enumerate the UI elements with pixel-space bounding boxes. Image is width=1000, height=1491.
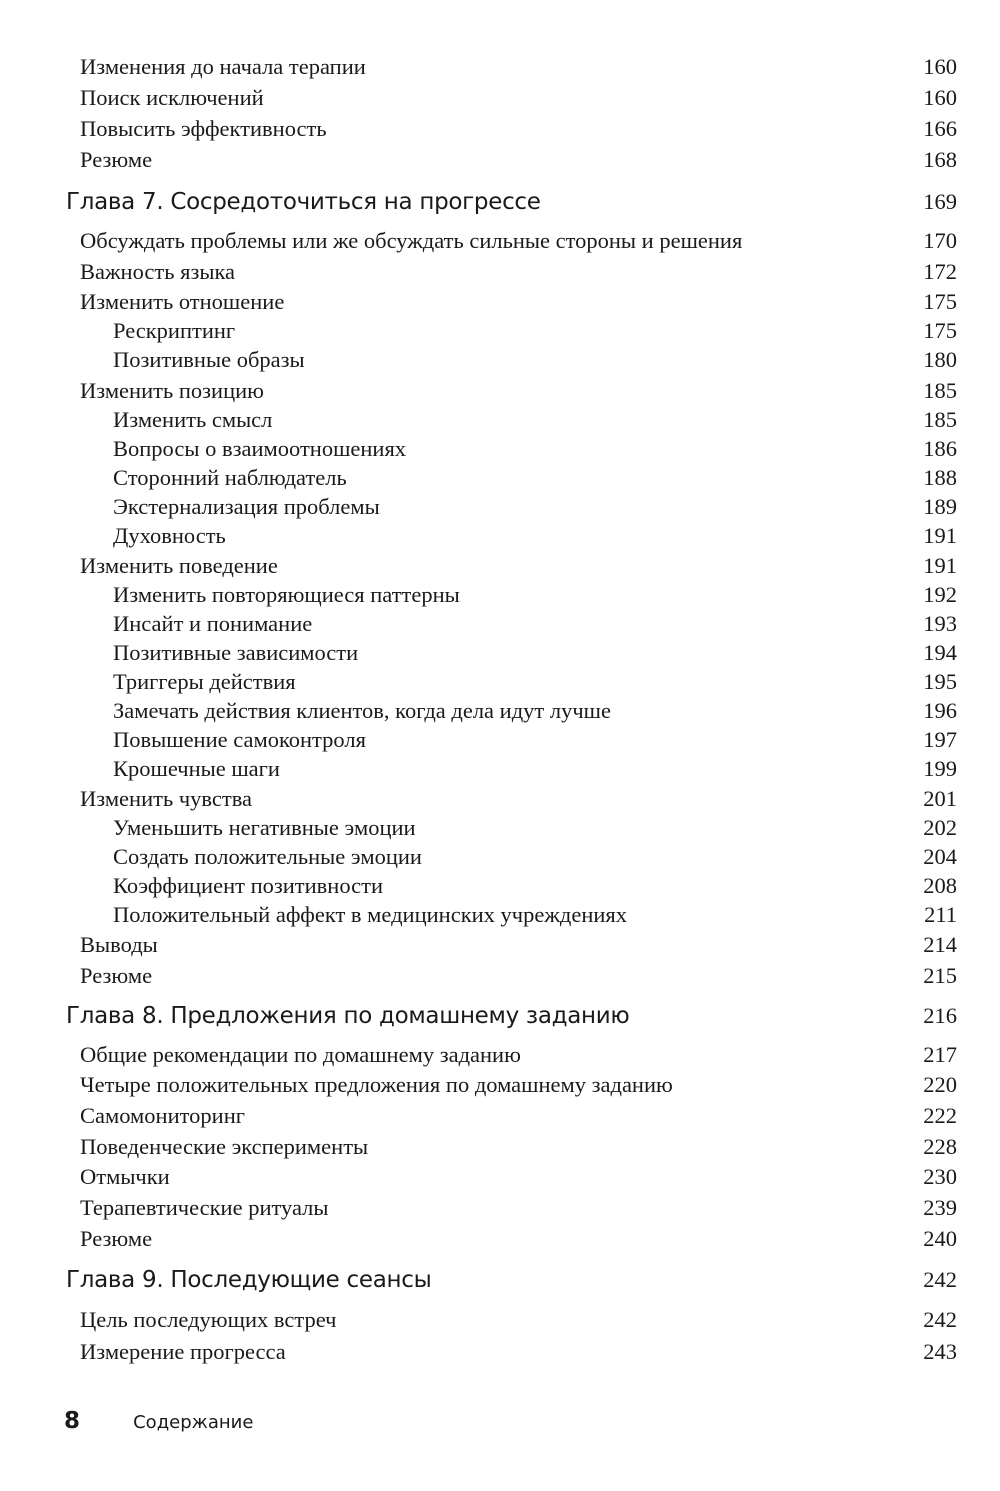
toc-entry [0, 316, 1000, 346]
toc-page-number: 199 [923, 756, 957, 781]
toc-page-number: 175 [923, 289, 957, 314]
toc-entry-title: Коэффициент позитивности [113, 873, 383, 898]
toc-entry-title: Самомониторинг [80, 1103, 245, 1128]
page-number: 8 [64, 1408, 81, 1434]
toc-entry [0, 1040, 1000, 1070]
page-footer [64, 1405, 253, 1437]
toc-entry [0, 609, 1000, 639]
toc-entry-title: Позитивные образы [113, 347, 305, 372]
toc-entry-title: Резюме [80, 1226, 153, 1251]
toc-entry [0, 754, 1000, 784]
toc-page-number: 208 [923, 873, 957, 898]
toc-entry [0, 114, 1000, 144]
toc-entry-title: Крошечные шаги [113, 756, 280, 781]
toc-page-number: 169 [923, 189, 957, 214]
toc-page-number: 230 [923, 1164, 957, 1189]
toc-entry [0, 551, 1000, 581]
toc-entry [0, 725, 1000, 755]
toc-page-number: 194 [923, 640, 957, 665]
toc-page-number: 211 [924, 902, 957, 927]
toc-entry [0, 961, 1000, 991]
toc-page-number: 217 [923, 1042, 957, 1067]
toc-entry [0, 287, 1000, 317]
toc-entry-title: Позитивные зависимости [113, 640, 359, 665]
toc-entry [0, 930, 1000, 960]
toc-entry [0, 1337, 1000, 1367]
toc-page-number: 185 [923, 378, 957, 403]
toc-entry-title: Обсуждать проблемы или же обсуждать сильные стороны и решения [80, 228, 743, 253]
toc-page-number: 196 [923, 698, 957, 723]
toc-page-number: 185 [923, 407, 957, 432]
toc-page-number: 222 [923, 1103, 957, 1128]
toc-page-number: 216 [923, 1003, 957, 1028]
toc-entry [0, 145, 1000, 175]
toc-chapter-title: Глава 9. Последующие сеансы [66, 1267, 432, 1293]
toc-chapter-title: Глава 8. Предложения по домашнему заданию [66, 1003, 630, 1029]
toc-entry-title: Изменить повторяющиеся паттерны [113, 582, 460, 607]
toc-entry [0, 345, 1000, 375]
toc-page-number: 160 [923, 54, 957, 79]
toc-entry [0, 871, 1000, 901]
toc-page-number: 188 [923, 465, 957, 490]
toc-entry [0, 1101, 1000, 1131]
toc-entry [0, 492, 1000, 522]
toc-entry [0, 842, 1000, 872]
toc-entry-title: Изменения до начала терапии [80, 54, 366, 79]
toc-page-number: 172 [923, 259, 957, 284]
toc-page-number: 201 [923, 786, 957, 811]
toc-page-number: 175 [923, 318, 957, 343]
toc-page-number: 193 [923, 611, 957, 636]
toc-entry-title: Замечать действия клиентов, когда дела идут лучше [113, 698, 611, 723]
toc-entry-title: Экстернализация проблемы [113, 494, 380, 519]
toc-entry [0, 1132, 1000, 1162]
toc-page-number: 242 [923, 1267, 957, 1292]
toc-page-number: 168 [923, 147, 957, 172]
toc-entry-title: Резюме [80, 963, 153, 988]
toc-page-number: 191 [923, 553, 957, 578]
toc-entry [0, 376, 1000, 406]
toc-entry [0, 434, 1000, 464]
toc-entry-title: Цель последующих встреч [80, 1307, 337, 1332]
toc-entry-title: Поведенческие эксперименты [80, 1134, 369, 1159]
toc-entry-title: Важность языка [80, 259, 236, 284]
toc-page-number: 191 [923, 523, 957, 548]
toc-entry [0, 784, 1000, 814]
toc-entry-title: Рескриптинг [113, 318, 236, 343]
toc-entry [0, 638, 1000, 668]
toc-entry-title: Изменить смысл [113, 407, 273, 432]
toc-page-number: 166 [923, 116, 957, 141]
toc-entry [0, 1070, 1000, 1100]
toc-chapter-entry [0, 1265, 1000, 1295]
toc-entry [0, 257, 1000, 287]
toc-page-number: 220 [923, 1072, 957, 1097]
toc-entry-title: Положительный аффект в медицинских учреждениях [113, 902, 628, 927]
toc-entry-title: Триггеры действия [113, 669, 296, 694]
toc-entry-title: Сторонний наблюдатель [113, 465, 347, 490]
toc-entry [0, 405, 1000, 435]
toc-chapter-entry [0, 1001, 1000, 1031]
toc-entry-title: Повысить эффективность [80, 116, 327, 141]
toc-entry [0, 226, 1000, 256]
toc-entry [0, 1224, 1000, 1254]
toc-entry [0, 463, 1000, 493]
toc-entry-title: Изменить позицию [80, 378, 264, 403]
toc-entry-title: Четыре положительных предложения по домашнему заданию [80, 1072, 673, 1097]
toc-page-number: 214 [923, 932, 957, 957]
toc-page-number: 243 [923, 1339, 957, 1364]
toc-entry [0, 813, 1000, 843]
toc-entry-title: Уменьшить негативные эмоции [113, 815, 416, 840]
toc-entry-title: Терапевтические ритуалы [80, 1195, 329, 1220]
toc-chapter-title: Глава 7. Сосредоточиться на прогрессе [66, 189, 541, 215]
toc-page-number: 180 [923, 347, 957, 372]
toc-entry [0, 1193, 1000, 1223]
toc-page-number: 204 [923, 844, 957, 869]
running-header: Содержание [133, 1412, 254, 1433]
toc-entry-title: Изменить отношение [80, 289, 285, 314]
toc-chapter-entry [0, 187, 1000, 217]
toc-page-number: 192 [923, 582, 957, 607]
toc-page-number: 195 [923, 669, 957, 694]
toc-entry-title: Резюме [80, 147, 153, 172]
toc-entry [0, 83, 1000, 113]
toc-page-number: 170 [923, 228, 957, 253]
toc-entry-title: Духовность [113, 523, 226, 548]
toc-entry [0, 696, 1000, 726]
toc-entry [0, 1162, 1000, 1192]
toc-entry [0, 580, 1000, 610]
toc-entry-title: Изменить поведение [80, 553, 278, 578]
toc-entry-title: Измерение прогресса [80, 1339, 286, 1364]
toc-entry-title: Отмычки [80, 1164, 170, 1189]
toc-page-number: 240 [923, 1226, 957, 1251]
toc-entry [0, 1305, 1000, 1335]
toc-entry-title: Выводы [80, 932, 158, 957]
toc-page-number: 242 [923, 1307, 957, 1332]
toc-page-number: 189 [923, 494, 957, 519]
toc-entry-title: Создать положительные эмоции [113, 844, 422, 869]
toc-page-number: 239 [923, 1195, 957, 1220]
toc-entry [0, 521, 1000, 551]
toc-entry-title: Изменить чувства [80, 786, 253, 811]
toc-page-number: 160 [923, 85, 957, 110]
toc-page-number: 202 [923, 815, 957, 840]
toc-page-number: 186 [923, 436, 957, 461]
toc-entry-title: Инсайт и понимание [113, 611, 313, 636]
toc-entry [0, 52, 1000, 82]
toc-entry [0, 900, 1000, 930]
toc-page-number: 215 [923, 963, 957, 988]
toc-entry-title: Поиск исключений [80, 85, 264, 110]
toc-page-number: 228 [923, 1134, 957, 1159]
toc-entry [0, 667, 1000, 697]
toc-entry-title: Вопросы о взаимоотношениях [113, 436, 407, 461]
toc-entry-title: Общие рекомендации по домашнему заданию [80, 1042, 521, 1067]
toc-entry-title: Повышение самоконтроля [113, 727, 366, 752]
toc-page-number: 197 [923, 727, 957, 752]
